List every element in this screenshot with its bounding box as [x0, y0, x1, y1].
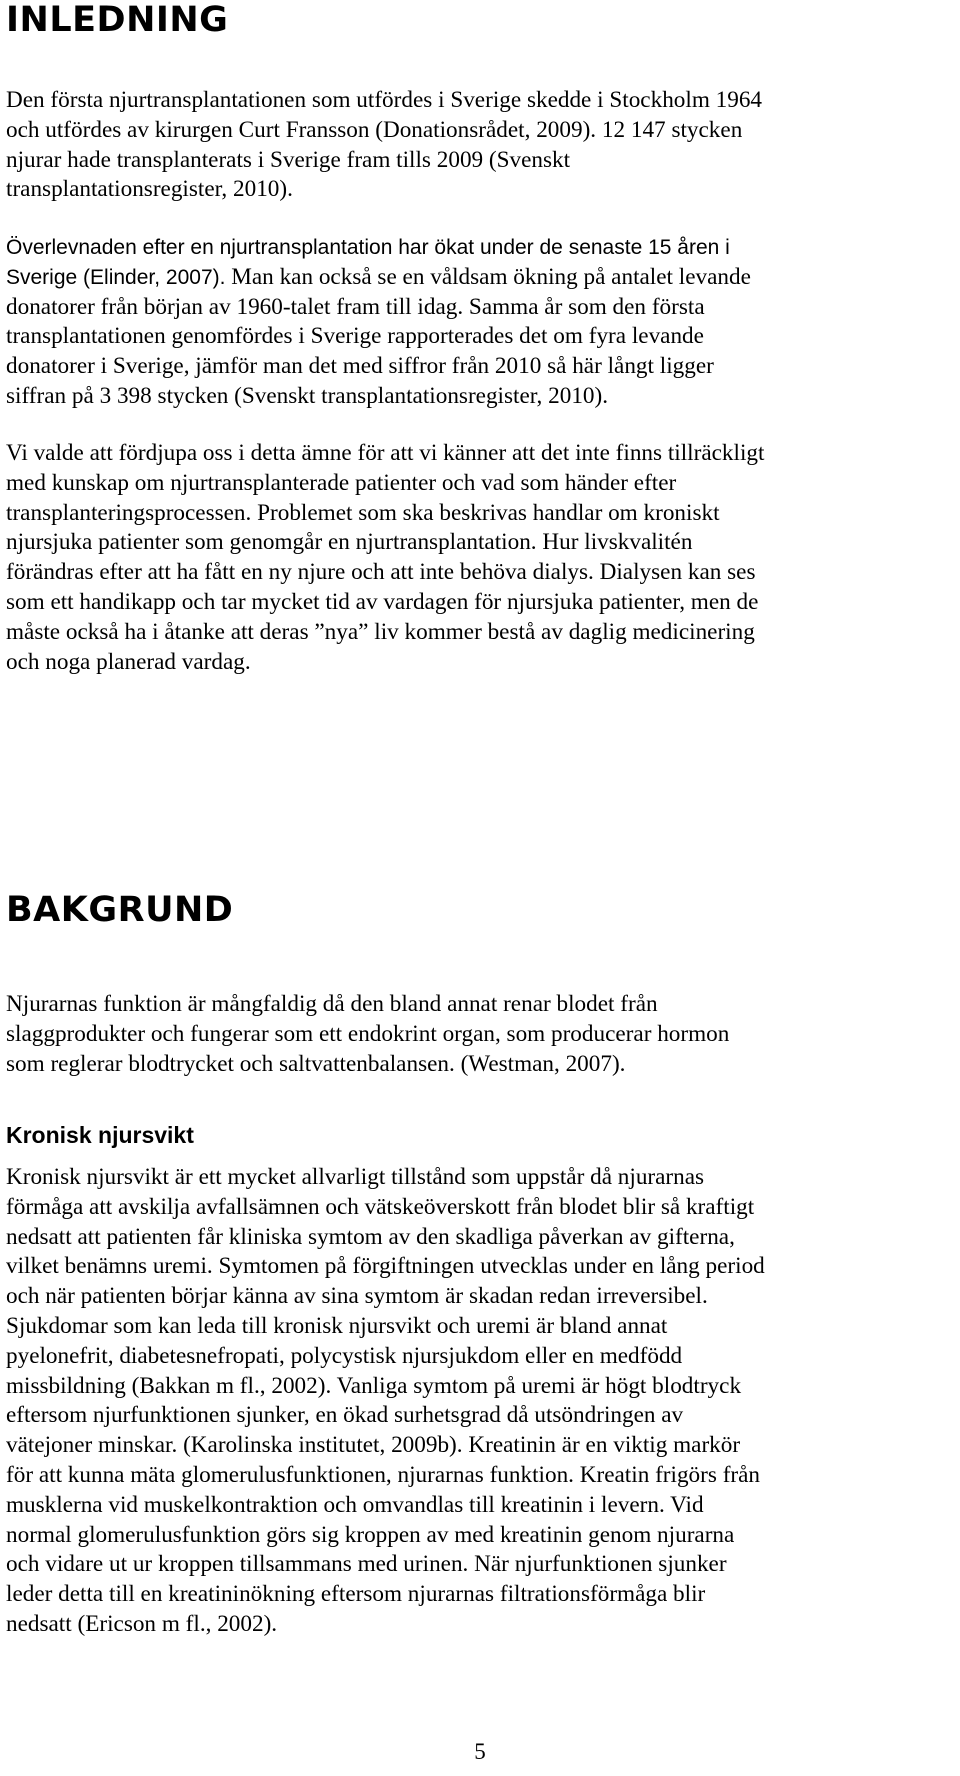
bakgrund-paragraph-1 — [6, 990, 956, 1079]
text-line: som reglerar blodtrycket och saltvattenbalansen. (Westman, 2007). — [6, 1050, 626, 1077]
text-line: för att kunna mäta glomerulusfunktionen, njurarnas funktion. Kreatin frigörs från — [6, 1461, 761, 1488]
text-line: eftersom njurfunktionen sjunker, en ökad surhetsgrad då utsöndringen av — [6, 1402, 684, 1429]
text-line: donatorer från början av 1960-talet fram till idag. Samma år som den första — [6, 293, 705, 320]
text-line: Vi valde att fördjupa oss i detta ämne för att vi känner att det inte finns tillräckligt — [6, 440, 765, 466]
text-line: siffran på 3 398 stycken (Svenskt transplantationsregister, 2010). — [6, 382, 609, 409]
text-line: Sjukdomar som kan leda till kronisk njursvikt och uremi är bland annat — [6, 1312, 668, 1339]
text-line: och noga planerad vardag. — [6, 648, 251, 675]
text-line: förändras efter att ha fått en ny njure och att inte behöva dialys. Dialysen kan ses — [6, 559, 756, 586]
text-line: Njurarnas funktion är mångfaldig då den bland annat renar blodet från — [6, 991, 658, 1017]
text-line: vilket benämns uremi. Symtomen på förgiftningen utvecklas under en lång period — [6, 1253, 765, 1280]
inledning-paragraph-2 — [6, 233, 956, 412]
heading-bakgrund: BAKGRUND — [6, 890, 234, 930]
text-line: missbildning (Bakkan m fl., 2002). Vanliga symtom på uremi är högt blodtryck — [6, 1372, 742, 1399]
text-line: leder detta till en kreatininökning eftersom njurarnas filtrationsförmåga blir — [6, 1581, 706, 1608]
text-line: måste också ha i åtanke att deras ”nya” liv kommer bestå av daglig medicinering — [6, 618, 755, 645]
text-line: och utfördes av kirurgen Curt Fransson (Donationsrådet, 2009). 12 147 stycken — [6, 116, 743, 143]
text-line: med kunskap om njurtransplanterade patienter och vad som händer efter — [6, 469, 677, 496]
inledning-paragraph-1 — [6, 86, 956, 205]
text-line: slaggprodukter och fungerar som ett endokrint organ, som producerar hormon — [6, 1020, 730, 1047]
inledning-paragraph-3 — [6, 439, 956, 677]
subheading-kronisk-njursvikt: Kronisk njursvikt — [6, 1122, 194, 1148]
page-number: 5 — [474, 1739, 486, 1764]
text-line-mixed — [6, 263, 956, 293]
text-line: Överlevnaden efter en njurtransplantation har ökat under de senaste 15 åren i — [6, 236, 730, 259]
text-segment: Man kan också se en våldsam ökning på antalet levande — [225, 263, 751, 290]
text-line: nedsatt (Ericson m fl., 2002). — [6, 1610, 278, 1637]
text-line: Den första njurtransplantationen som utfördes i Sverige skedde i Stockholm 1964 — [6, 87, 763, 113]
kronisk-paragraph-1 — [6, 1163, 956, 1640]
text-line: som ett handikapp och tar mycket tid av vardagen för njursjuka patienter, men de — [6, 588, 759, 615]
text-line: pyelonefrit, diabetesnefropati, polycystisk njursjukdom eller en medfödd — [6, 1342, 683, 1369]
text-line: Kronisk njursvikt är ett mycket allvarligt tillstånd som uppstår då njurarnas — [6, 1164, 705, 1190]
text-line: transplantationsregister, 2010). — [6, 176, 293, 203]
text-line: förmåga att avskilja avfallsämnen och vätskeöverskott från blodet blir så kraftigt — [6, 1193, 755, 1220]
text-line: nedsatt att patienten får kliniska symtom av den skadliga påverkan av gifterna, — [6, 1223, 735, 1250]
text-line: musklerna vid muskelkontraktion och omvandlas till kreatinin i levern. Vid — [6, 1491, 704, 1518]
text-line: njursjuka patienter som genomgår en njurtransplantation. Hur livskvalitén — [6, 529, 693, 556]
text-line: transplanteringsprocessen. Problemet som ska beskrivas handlar om kroniskt — [6, 499, 720, 526]
text-line: och vidare ut ur kroppen tillsammans med urinen. När njurfunktionen sjunker — [6, 1551, 727, 1578]
heading-inledning: INLEDNING — [6, 0, 229, 40]
text-line: och när patienten börjar känna av sina symtom är skadan redan irreversibel. — [6, 1283, 708, 1310]
text-line: donatorer i Sverige, jämför man det med siffror från 2010 så här långt ligger — [6, 353, 714, 380]
text-line: normal glomerulusfunktion görs sig kroppen av med kreatinin genom njurarna — [6, 1521, 735, 1548]
text-segment: Sverige (Elinder, 2007). — [6, 265, 226, 289]
text-line: vätejoner minskar. (Karolinska institutet, 2009b). Kreatinin är en viktig markör — [6, 1432, 741, 1459]
text-line: njurar hade transplanterats i Sverige fram tills 2009 (Svenskt — [6, 146, 571, 173]
text-line: transplantationen genomfördes i Sverige rapporterades det om fyra levande — [6, 323, 704, 350]
